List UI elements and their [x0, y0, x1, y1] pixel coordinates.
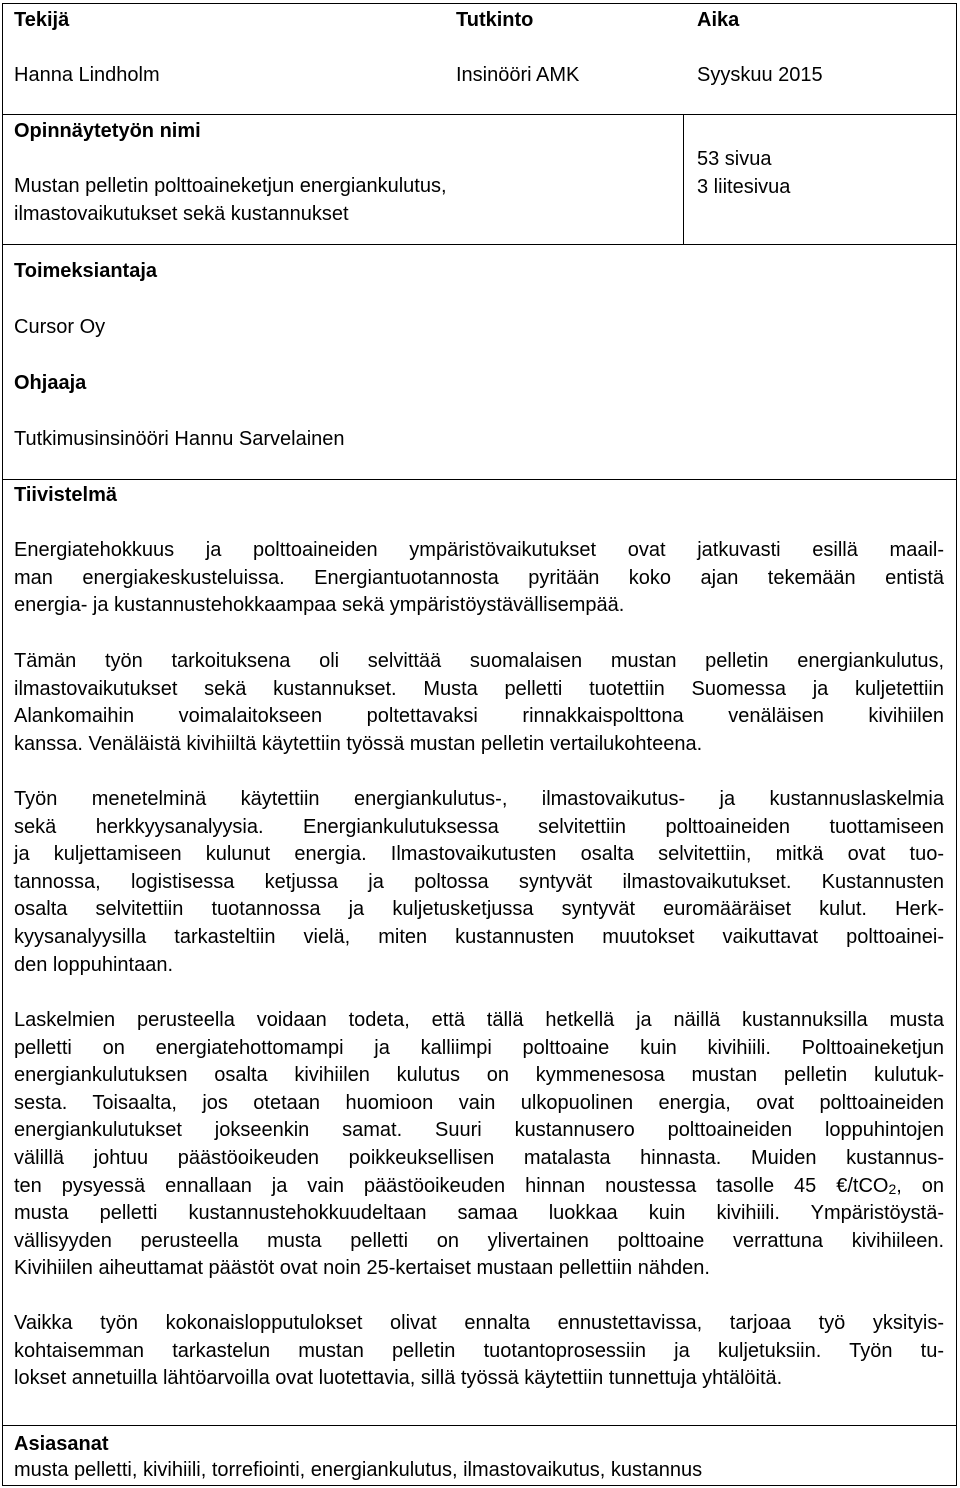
abstract-paragraph-3 [14, 786, 944, 979]
column-divider [683, 114, 684, 244]
text-line: välillä johtuu päästöoikeuden poikkeuksellisen matalasta hinnasta. Muiden kustannus- [14, 1146, 944, 1169]
keywords-label: Asiasanat [14, 1433, 109, 1455]
page-count: 53 sivua [697, 148, 772, 170]
text-line: ja kuljettamiseen kulunut energia. Ilmastovaikutusten osalta selvitettiin, mitkä ovat tuo- [14, 843, 944, 866]
supervisor-value: Tutkimusinsinööri Hannu Sarvelainen [14, 428, 345, 450]
text-line: musta pelletti kustannustehokkuudeltaan samaa luokkaa kuin kivihiili. Ympäristöystä- [14, 1202, 944, 1225]
text-fragment: ten pysyessä ennallaan ja vain päästöoikeuden hinnan noustessa tasolle 45 €/tCO [14, 1174, 889, 1197]
text-line: Tämän työn tarkoituksena oli selvittää suomalaisen mustan pelletin energiankulutus, [14, 650, 944, 672]
author-label: Tekijä [14, 9, 70, 31]
divider [3, 244, 956, 245]
commissioner-label: Toimeksiantaja [14, 260, 158, 282]
text-line: kyysanalyysilla tarkasteltiin vielä, miten kustannusten muutokset vaikuttavat polttoainei- [14, 925, 944, 948]
divider [3, 479, 956, 480]
text-line: energia- ja kustannustehokkaampaa sekä ympäristöystävällisempää. [14, 594, 625, 617]
abstract-paragraph-2 [14, 648, 944, 758]
abstract-label: Tiivistelmä [14, 484, 118, 506]
degree-value: Insinööri AMK [456, 64, 580, 86]
abstract-paragraph-1 [14, 537, 944, 620]
keywords-value: musta pelletti, kivihiili, torrefiointi, energiankulutus, ilmastovaikutus, kustannus [14, 1459, 703, 1481]
text-line: pelletti on energiatehottomampi ja kalliimpi polttoaine kuin kivihiili. Polttoaineketjun [14, 1036, 944, 1059]
abstract-paragraph-4 [14, 1007, 944, 1283]
text-line: kohtaisemman tarkastelun mustan pelletin tuotantoprosessiin ja kuljetuksiin. Työn tu- [14, 1339, 944, 1362]
co2-subscript: 2 [888, 1180, 897, 1197]
text-line: energiankulutukset jokseenkin samat. Suuri kustannusero polttoaineiden loppuhintojen [14, 1119, 944, 1142]
text-line: Energiatehokkuus ja polttoaineiden ympäristövaikutukset ovat jatkuvasti esillä maail- [14, 539, 944, 561]
text-fragment: , on [896, 1174, 945, 1197]
text-line: osalta selvitettiin tuotannossa ja kuljetusketjussa syntyvät euromääräiset kulut. Herk- [14, 898, 944, 921]
text-line: sesta. Toisaalta, jos otetaan huomioon vain ulkopuolinen energia, ovat polttoaineiden [14, 1091, 944, 1114]
thesis-title-label: Opinnäytetyön nimi [14, 120, 201, 142]
text-line: ilmastovaikutukset sekä kustannukset. Musta pelletti tuotettiin Suomessa ja kuljetettiin [14, 677, 944, 700]
abstract-sheet [2, 3, 957, 1486]
text-line: energiankulutuksen osalta kivihiilen kulutus on kymmenesosa mustan pelletin kulutuk- [14, 1064, 944, 1087]
text-line: man energiakeskusteluissa. Energiantuotannosta pyritään koko ajan tekemään entistä [14, 566, 944, 589]
text-line: sekä herkkyysanalyysia. Energiankulutuksessa selvitettiin polttoaineiden tuottamiseen [14, 815, 944, 838]
thesis-title-line1: Mustan pelletin polttoaineketjun energiankulutus, [14, 175, 447, 197]
divider [3, 1425, 956, 1426]
author-value: Hanna Lindholm [14, 64, 160, 86]
text-line: Työn menetelminä käytettiin energiankulutus-, ilmastovaikutus- ja kustannuslaskelmia [14, 788, 944, 810]
divider [3, 114, 956, 115]
supervisor-label: Ohjaaja [14, 372, 87, 394]
time-value: Syyskuu 2015 [697, 64, 823, 86]
text-line: lokset annetuilla lähtöarvoilla ovat luotettavia, sillä työssä käytettiin tunnettuja yhtälöitä. [14, 1367, 783, 1390]
time-label: Aika [697, 9, 740, 31]
degree-label: Tutkinto [456, 9, 534, 31]
text-line: Kivihiilen aiheuttamat päästöt ovat noin 25-kertaiset mustaan pellettiin nähden. [14, 1257, 710, 1280]
thesis-title-line2: ilmastovaikutukset sekä kustannukset [14, 203, 349, 225]
commissioner-value: Cursor Oy [14, 316, 106, 338]
text-line: den loppuhintaan. [14, 953, 174, 976]
appendix-count: 3 liitesivua [697, 176, 791, 198]
abstract-paragraph-5 [14, 1310, 944, 1393]
text-line: vällisyyden perusteella musta pelletti on ylivertainen polttoaine verrattuna kivihiileen. [14, 1229, 944, 1252]
text-line: kanssa. Venäläistä kivihiiltä käytettiin työssä mustan pelletin vertailukohteena. [14, 732, 703, 755]
text-line: Vaikka työn kokonaislopputulokset olivat ennalta ennustettavissa, tarjoaa työ yksityis- [14, 1312, 944, 1334]
text-line: Laskelmien perusteella voidaan todeta, että tällä hetkellä ja näillä kustannuksilla musta [14, 1009, 944, 1031]
text-line: tannossa, logistisessa ketjussa ja poltossa syntyvät ilmastovaikutukset. Kustannusten [14, 870, 944, 893]
text-line-co2 [14, 1173, 944, 1201]
text-line: Alankomaihin voimalaitokseen poltettavaksi rinnakkaispolttona venäläisen kivihiilen [14, 705, 944, 728]
